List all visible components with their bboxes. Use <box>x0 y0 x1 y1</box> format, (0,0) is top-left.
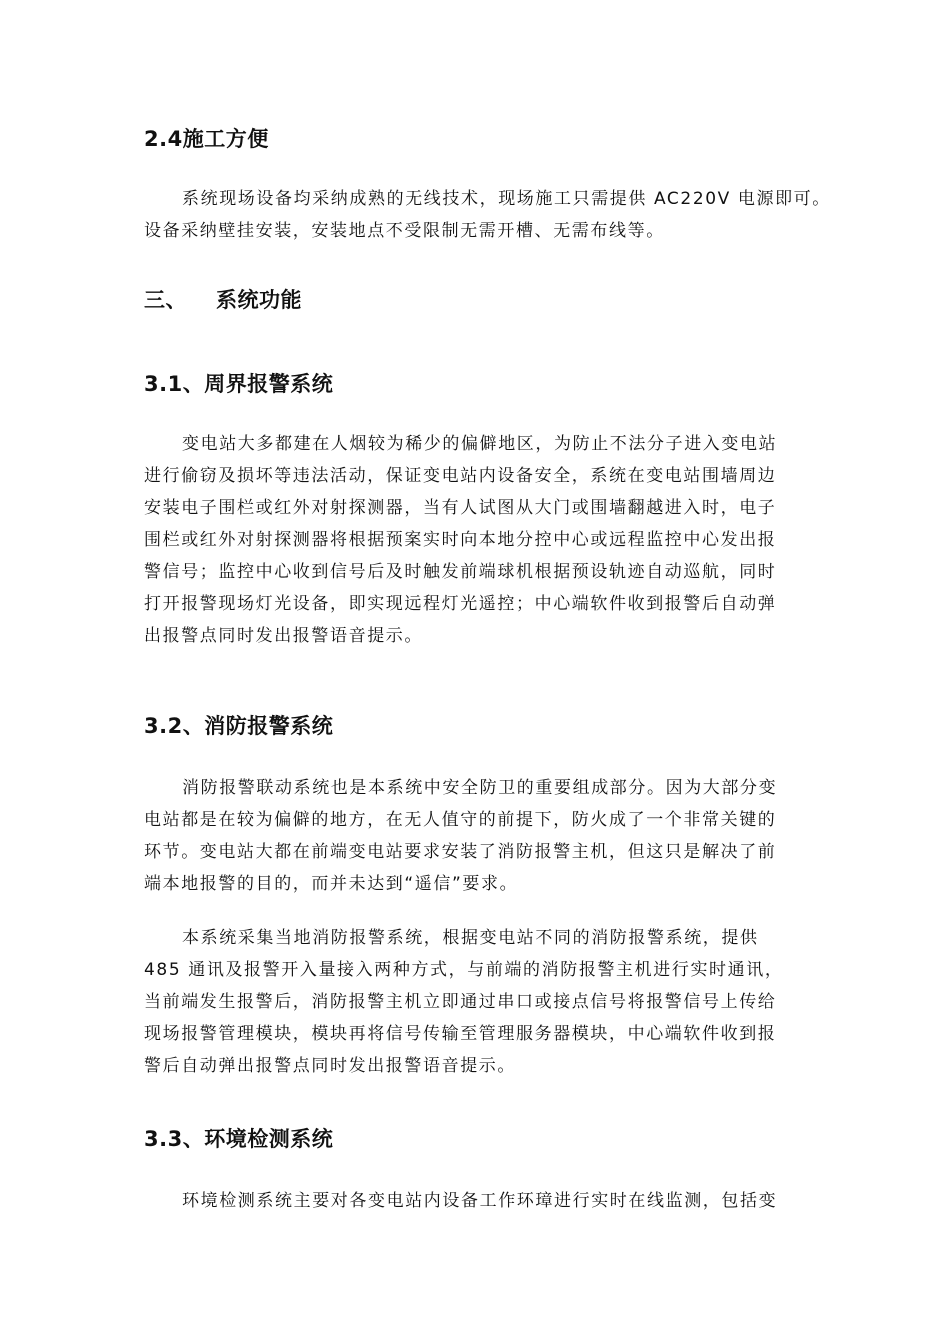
paragraph-line: 变电站大多都建在人烟较为稀少的偏僻地区，为防止不法分子进入变电站 <box>182 434 778 454</box>
paragraph-line: 出报警点同时发出报警语音提示。 <box>144 626 423 646</box>
section-3-2-paragraph-1 <box>144 772 814 900</box>
paragraph-line: 当前端发生报警后，消防报警主机立即通过串口或接点信号将报警信号上传给 <box>144 992 777 1012</box>
paragraph-line: 现场报警管理模块，模块再将信号传输至管理服务器模块，中心端软件收到报 <box>144 1024 777 1044</box>
section-2-4-paragraph <box>144 183 831 247</box>
paragraph-line: 警后自动弹出报警点同时发出报警语音提示。 <box>144 1056 516 1076</box>
paragraph-line: 电站都是在较为偏僻的地方，在无人值守的前提下，防火成了一个非常关键的 <box>144 810 777 830</box>
paragraph-line: 环境检测系统主要对各变电站内设备工作环璋进行实时在线监测，包括变 <box>182 1191 778 1211</box>
paragraph-line: 进行偷窃及损坏等违法活动，保证变电站内设备安全，系统在变电站围墙周边 <box>144 466 777 486</box>
paragraph-line: 消防报警联动系统也是本系统中安全防卫的重要组成部分。因为大部分变 <box>182 778 778 798</box>
paragraph-line: 485 通讯及报警开入量接入两种方式，与前端的消防报警主机进行实时通讯， <box>144 960 784 980</box>
section-heading-2-4: 2.4施工方便 <box>144 127 269 151</box>
paragraph-line: 端本地报警的目的，而并未达到“遥信”要求。 <box>144 874 519 894</box>
paragraph-line: 设备采纳壁挂安装，安装地点不受限制无需开槽、无需布线等。 <box>144 221 665 241</box>
paragraph-line: 系统现场设备均采纳成熟的无线技术，现场施工只需提供 AC220V 电源即可。 <box>182 189 831 209</box>
chapter-title: 系统功能 <box>216 288 302 312</box>
section-3-1-paragraph <box>144 428 814 652</box>
paragraph-line: 警信号；监控中心收到信号后及时触发前端球机根据预设轨迹自动巡航，同时 <box>144 562 777 582</box>
chapter-number: 三、 <box>144 288 187 312</box>
section-heading-3-3: 3.3、环境检测系统 <box>144 1127 334 1151</box>
section-heading-3-2: 3.2、消防报警系统 <box>144 714 334 738</box>
section-3-3-paragraph <box>144 1185 814 1217</box>
paragraph-line: 打开报警现场灯光设备，即实现远程灯光遥控；中心端软件收到报警后自动弹 <box>144 594 777 614</box>
section-heading-3-1: 3.1、周界报警系统 <box>144 372 334 396</box>
paragraph-line: 本系统采集当地消防报警系统，根据变电站不同的消防报警系统，提供 <box>182 928 759 948</box>
section-3-2-paragraph-2 <box>144 922 814 1082</box>
chapter-heading-3 <box>144 286 302 314</box>
paragraph-line: 环节。变电站大都在前端变电站要求安装了消防报警主机，但这只是解决了前 <box>144 842 777 862</box>
paragraph-line: 安装电子围栏或红外对射探测器，当有人试图从大门或围墙翻越进入时，电子 <box>144 498 777 518</box>
paragraph-line: 围栏或红外对射探测器将根据预案实时向本地分控中心或远程监控中心发出报 <box>144 530 777 550</box>
